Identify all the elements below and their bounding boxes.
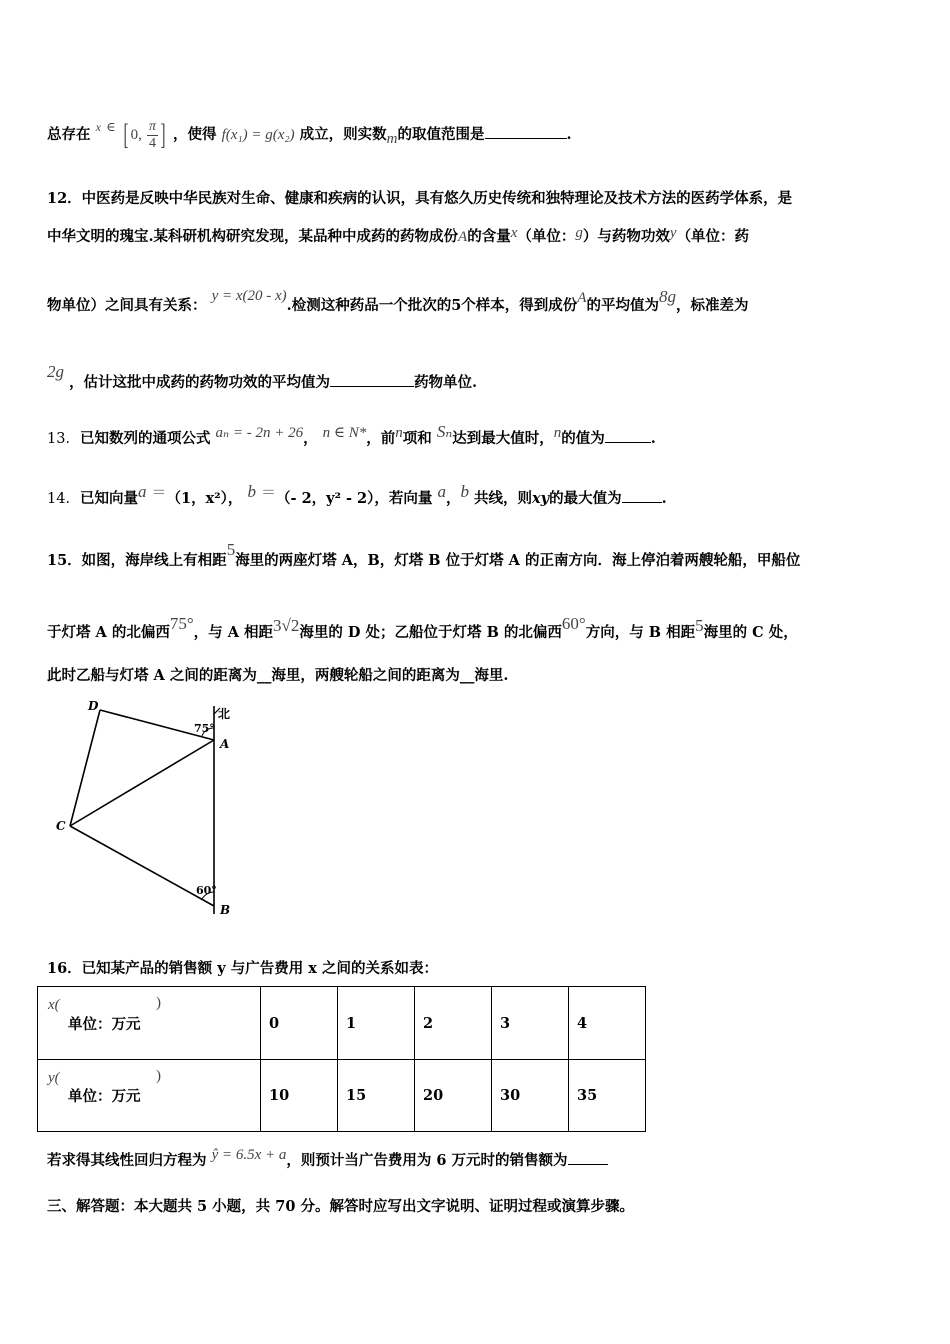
x-close: ) (156, 995, 161, 1011)
table-cell: 3 (492, 987, 569, 1060)
y-unit: 单位：万元 (68, 1088, 141, 1105)
q11-mid: ，使得 (173, 126, 217, 143)
q13-formula: aₙ = - 2n + 26 (215, 425, 304, 441)
table-cell: 35 (569, 1060, 646, 1132)
q12-g: g (575, 225, 583, 241)
q15-text-2c: 海里的 D 处；乙船位于灯塔 B 的北偏西 (299, 624, 562, 641)
q13-text-b: ，前 (366, 430, 396, 447)
q13-n2: n (553, 425, 562, 441)
q12-text-2d: ）与药物功效 (582, 228, 670, 245)
table-row-x (38, 987, 646, 1060)
q15-line1 (47, 540, 800, 570)
x-unit: 单位：万元 (68, 1015, 141, 1033)
q11-prefix: 总存在 (47, 126, 91, 143)
q13-text-e: 的值为 (561, 430, 605, 447)
q15-angle-75: 75° (169, 614, 194, 633)
q15-text-1b: 海里的两座灯塔 A，B，灯塔 B 位于灯塔 A 的正南方向．海上停泊着两艘轮船，甲船位 (235, 552, 801, 569)
q14-xy: xy (532, 490, 550, 507)
q12-text-3b: .检测这种药品一个批次的5个样本，得到成份 (286, 297, 578, 314)
table-header-x (38, 987, 261, 1060)
q12-line1: 12．中医药是反映中华民族对生命、健康和疾病的认识，具有悠久历史传统和独特理论及技术方法的医药学体系，是 (47, 190, 793, 207)
q16-regression: ŷ = 6.5x + a (211, 1147, 287, 1163)
q12-answer-blank (330, 374, 414, 387)
data-table (37, 986, 646, 1132)
label-C: C (56, 819, 66, 833)
q11-suffix2: 的取值范围是 (397, 126, 485, 143)
q12-text-3a: 物单位）之间具有关系： (47, 297, 207, 314)
q11-right-bracket: ] (160, 118, 166, 151)
table-cell: 15 (338, 1060, 415, 1132)
q11-pi-over-4: $\frac{\pi}{4}$ (148, 118, 156, 151)
label-angle-75: 75° (194, 722, 215, 735)
q13-comma: ， (303, 430, 318, 447)
q14-answer-blank (622, 490, 662, 503)
q13-S: Sₙ (436, 422, 453, 441)
section-3-heading: 三、解答题：本大题共 5 小题，共 70 分。解答时应写出文字说明、证明过程或演算步骤。 (47, 1198, 634, 1215)
q12-text-3d: ，标准差为 (675, 297, 749, 314)
q14-eq2: ＝ (261, 485, 277, 501)
q14-text-d: 的最大值为 (549, 490, 622, 507)
q15-text-2e: 海里的 C 处， (703, 624, 798, 641)
q11-interval-left: 0, (130, 127, 142, 143)
q14-vector-a2: a (437, 482, 446, 501)
q15-distance-5: 5 (226, 540, 236, 559)
q14-eq1: ＝ (151, 485, 167, 501)
q12-line3 (47, 287, 748, 315)
table-header-y (38, 1060, 261, 1132)
label-B: B (220, 903, 231, 917)
q12-text-2b: 的含量 (467, 228, 511, 245)
lighthouse-figure (50, 696, 250, 926)
q12-A: A (458, 229, 468, 245)
q12-line2 (47, 225, 749, 246)
q13-domain: n ∈ N* (322, 425, 367, 441)
q13-n: n (395, 425, 403, 441)
table-cell: 20 (415, 1060, 492, 1132)
q11-left-bracket: [ (123, 118, 129, 151)
q16-text-a: 若求得其线性回归方程为 (47, 1152, 207, 1169)
table-cell: 4 (569, 987, 646, 1060)
q16-intro: 16．已知某产品的销售额 y 与广告费用 x 之间的关系如表： (47, 960, 438, 977)
y-var: y( (48, 1070, 60, 1086)
q15-text-2a: 于灯塔 A 的北偏西 (47, 624, 170, 641)
q14-line (47, 481, 667, 508)
table-cell: 30 (492, 1060, 569, 1132)
q14-sep: ， (445, 490, 461, 507)
q14-vector-a: a (137, 482, 147, 501)
table-cell: 2 (415, 987, 492, 1060)
q11-m: m (386, 131, 398, 147)
segment-CA (70, 740, 214, 826)
q16-text-b: ，则预计当广告费用为 6 万元时的销售额为 (286, 1152, 568, 1169)
q14-text-c: 共线，则 (474, 490, 533, 507)
q11-end: . (566, 126, 572, 143)
y-close: ) (156, 1068, 161, 1084)
q12-text-2a: 中华文明的瑰宝.某科研机构研究发现，某品种中成药的药物成份 (47, 228, 459, 245)
q15-distance-3root2: 3√2 (273, 616, 300, 635)
x-var: x( (48, 997, 60, 1013)
q14-vector-b: b (247, 482, 256, 501)
q11-x1: x (95, 120, 101, 134)
q12-formula: y = x(20 - x) (211, 288, 287, 304)
table-cell: 1 (338, 987, 415, 1060)
q16-answer-blank (568, 1152, 608, 1165)
label-north: 北 (218, 707, 231, 721)
q14-vector-b2: b (460, 482, 469, 501)
q13-number: 13． (47, 431, 80, 447)
q14-value-b: （- 2，y² - 2），若向量 (276, 490, 433, 507)
segment-DC (70, 710, 100, 826)
q13-answer-blank (605, 430, 651, 443)
q12-A2: A (577, 290, 587, 306)
q13-text-d: 达到最大值时， (452, 430, 554, 447)
q11-equation: f(x₁) = g(x₂) (221, 127, 295, 143)
label-angle-60: 60° (196, 884, 217, 897)
q16-regression-line (47, 1147, 608, 1170)
q14-text-a: 已知向量 (79, 490, 138, 507)
q11-suffix1: 成立，则实数 (299, 126, 387, 143)
q13-text-c: 项和 (402, 430, 432, 447)
q11-answer-blank (485, 126, 567, 139)
label-D: D (88, 699, 99, 713)
table-cell: 0 (261, 987, 338, 1060)
q15-text-1a: 15．如图，海岸线上有相距 (47, 552, 227, 569)
q11-tail-line (47, 118, 572, 152)
q12-x: x (510, 225, 518, 241)
q12-text-4: ，估计这批中成药的药物功效的平均值为 (69, 374, 331, 391)
q12-sd: 2g (47, 362, 64, 381)
q15-text-2b: ，与 A 相距 (193, 624, 274, 641)
q15-text-2d: 方向，与 B 相距 (585, 624, 696, 641)
q14-value-a: （1，x²）， (166, 490, 243, 507)
q14-number: 14． (47, 491, 80, 507)
q11-in-symbol: ∈ (105, 119, 116, 134)
q13-end: . (650, 430, 656, 447)
table-row-y (38, 1060, 646, 1132)
q12-text-2c: （单位： (517, 228, 576, 245)
q12-line4 (47, 362, 477, 392)
q12-y: y (669, 225, 677, 241)
q12-text-3c: 的平均值为 (586, 297, 659, 314)
q15-line3: 此时乙船与灯塔 A 之间的距离为__海里，两艘轮船之间的距离为__海里. (47, 667, 509, 684)
q12-text-2e: （单位：药 (676, 228, 750, 245)
q13-line (47, 422, 656, 448)
segment-CB (70, 826, 214, 906)
q12-text-4-end: 药物单位. (414, 374, 478, 391)
table-cell: 10 (261, 1060, 338, 1132)
label-A: A (220, 737, 230, 751)
q15-distance-5b: 5 (695, 616, 704, 635)
q15-angle-60: 60° (561, 614, 586, 633)
q15-line2 (47, 614, 798, 642)
q12-mean: 8g (658, 287, 676, 306)
q13-text-a: 已知数列的通项公式 (79, 430, 211, 447)
q14-end: . (661, 490, 667, 507)
